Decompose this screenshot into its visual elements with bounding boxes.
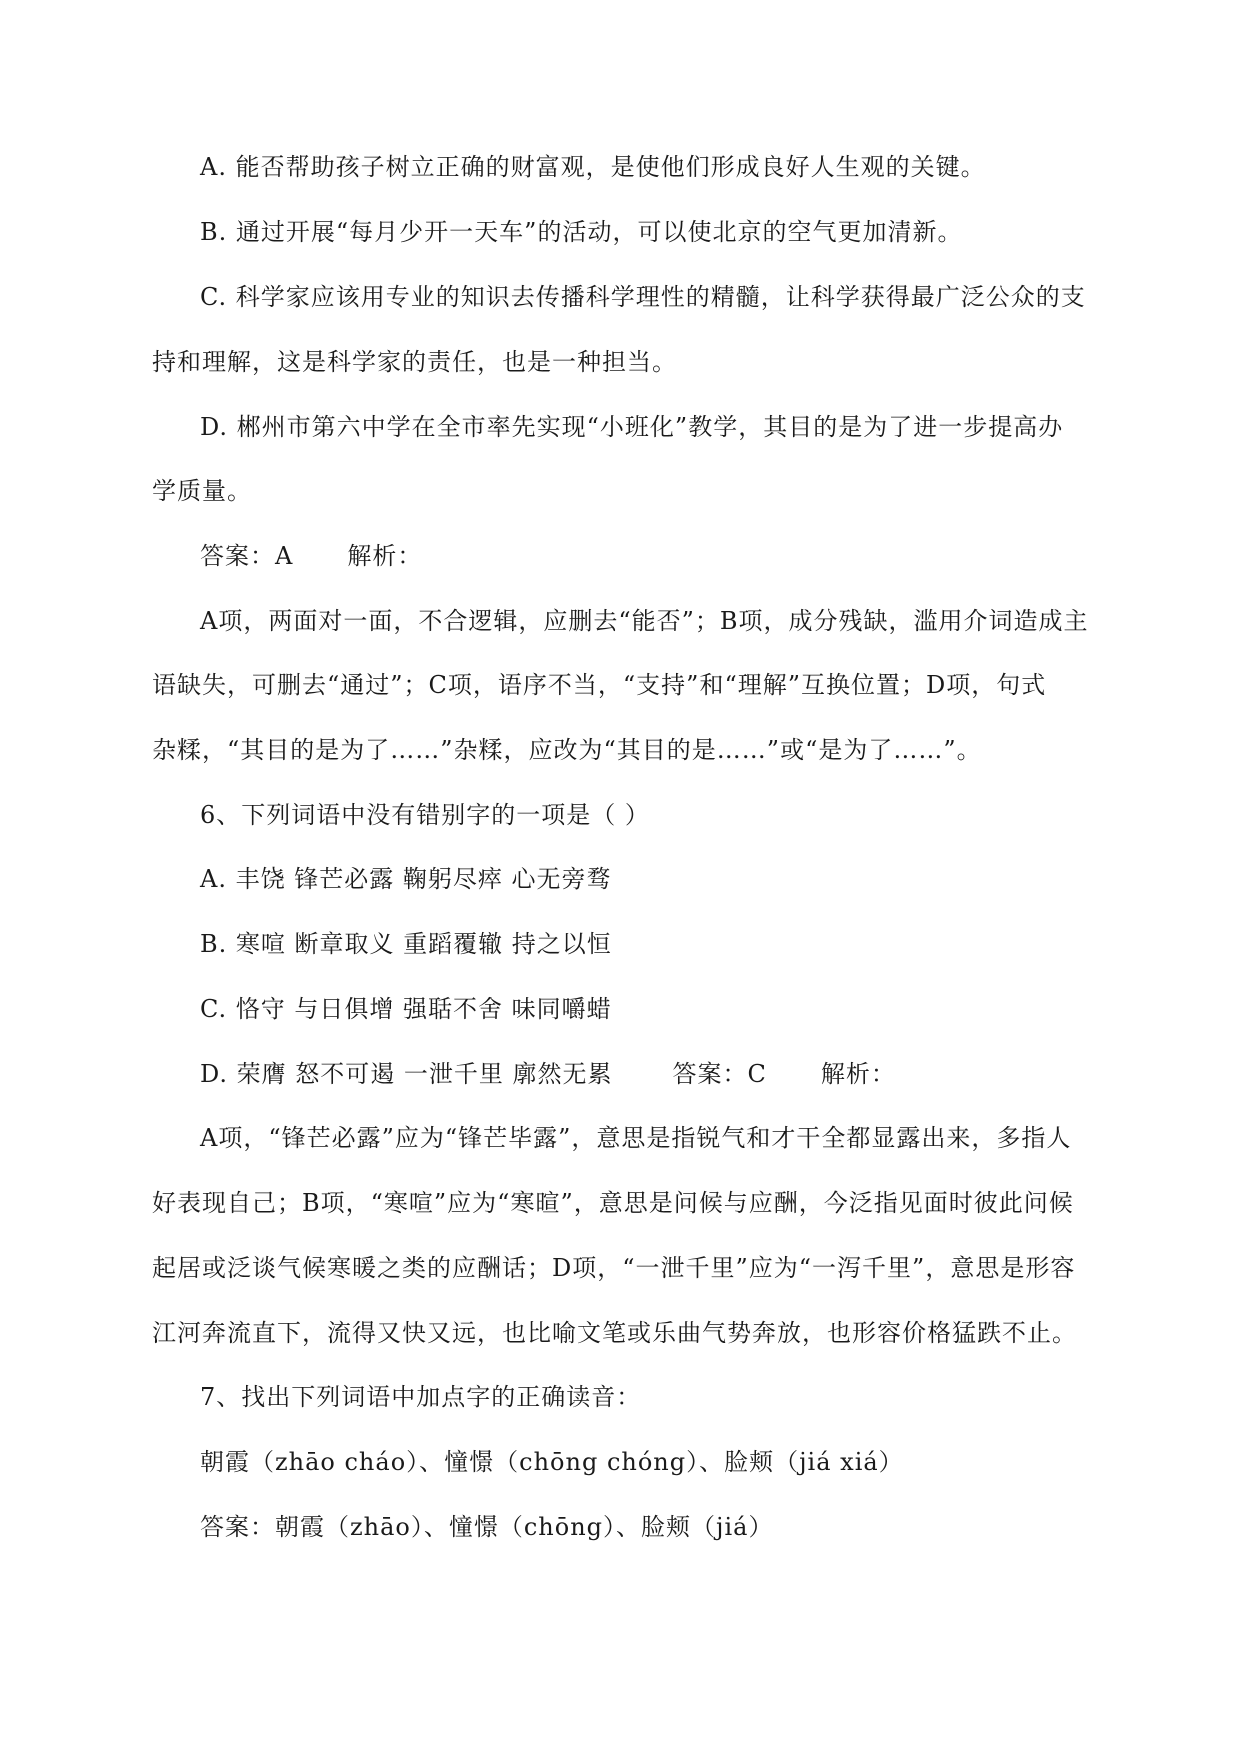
q6-option-d: D. 荣膺 怒不可遏 一泄千里 廓然无累 答案：C 解析： — [200, 1060, 896, 1088]
q6-analysis-line-2: 好表现自己；B项，“寒喧”应为“寒暄”，意思是问候与应酬，今泛指见面时彼此问候 — [152, 1189, 1074, 1217]
q5-option-b: B. 通过开展“每月少开一天车”的活动，可以使北京的空气更加清新。 — [200, 218, 963, 246]
q5-answer: 答案：A — [200, 542, 294, 570]
q6-answer: 答案：C — [672, 1060, 767, 1088]
q7-answer: 答案：朝霞（zhāo）、憧憬（chōng）、脸颊（jiá） — [200, 1513, 774, 1541]
q5-option-a: A. 能否帮助孩子树立正确的财富观，是使他们形成良好人生观的关键。 — [200, 153, 986, 181]
q6-question: 6、下列词语中没有错别字的一项是（ ） — [200, 801, 650, 829]
q5-option-d-continued: 学质量。 — [152, 477, 252, 505]
q5-analysis-line-3: 杂糅，“其目的是为了……”杂糅，应改为“其目的是……”或“是为了……”。 — [152, 736, 982, 764]
q7-question: 7、找出下列词语中加点字的正确读音： — [200, 1383, 642, 1411]
q6-option-b: B. 寒喧 断章取义 重蹈覆辙 持之以恒 — [200, 930, 612, 958]
q6-analysis-label: 解析： — [820, 1060, 896, 1088]
q6-option-a: A. 丰饶 锋芒必露 鞠躬尽瘁 心无旁骛 — [200, 865, 612, 893]
q5-analysis-line-2: 语缺失，可删去“通过”；C项，语序不当，“支持”和“理解”互换位置；D项，句式 — [152, 671, 1047, 699]
q5-answer-line — [200, 541, 422, 571]
q5-option-c-continued: 持和理解，这是科学家的责任，也是一种担当。 — [152, 348, 677, 376]
q5-analysis-line-1: A项，两面对一面，不合逻辑，应删去“能否”；B项，成分残缺，滥用介词造成主 — [200, 607, 1089, 635]
q6-analysis-line-1: A项，“锋芒必露”应为“锋芒毕露”，意思是指锐气和才干全都显露出来，多指人 — [200, 1124, 1072, 1152]
q5-option-c: C. 科学家应该用专业的知识去传播科学理性的精髓，让科学获得最广泛公众的支 — [200, 283, 1086, 311]
q5-analysis-label: 解析： — [347, 542, 423, 570]
q7-words: 朝霞（zhāo cháo）、憧憬（chōng chóng）、脸颊（jiá xiá） — [200, 1448, 904, 1476]
q5-option-d: D. 郴州市第六中学在全市率先实现“小班化”教学，其目的是为了进一步提高办 — [200, 413, 1064, 441]
q6-analysis-line-4: 江河奔流直下，流得又快又远，也比喻文笔或乐曲气势奔放，也形容价格猛跌不止。 — [152, 1319, 1077, 1347]
q6-option-c: C. 恪守 与日俱增 强聒不舍 味同嚼蜡 — [200, 995, 612, 1023]
q6-analysis-line-3: 起居或泛谈气候寒暖之类的应酬话；D项，“一泄千里”应为“一泻千里”，意思是形容 — [152, 1254, 1076, 1282]
